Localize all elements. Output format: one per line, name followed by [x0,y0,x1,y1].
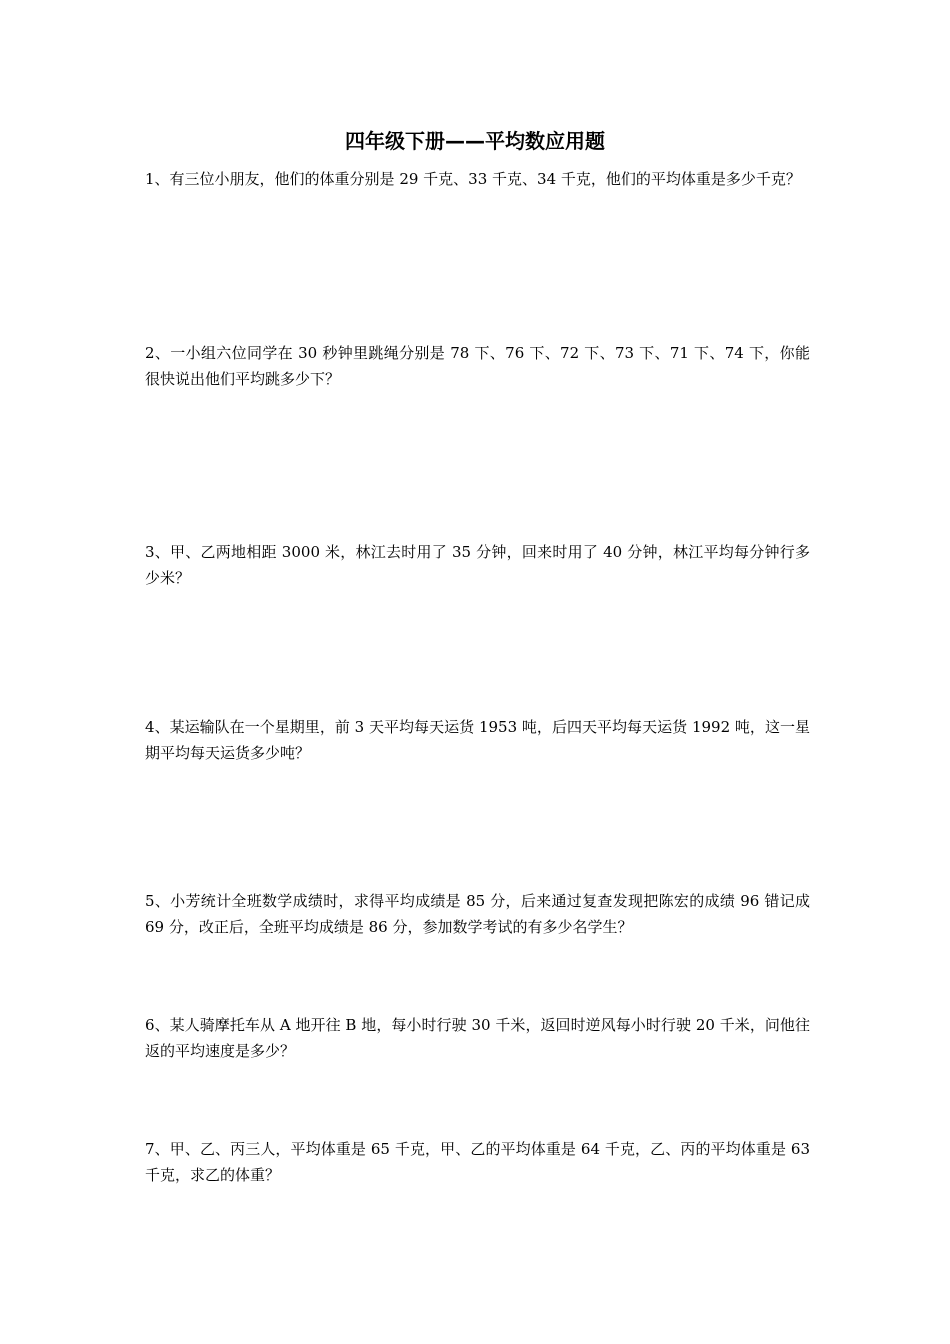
question-5: 5、小芳统计全班数学成绩时，求得平均成绩是 85 分，后来通过复查发现把陈宏的成绩 96 错记成 69 分，改正后，全班平均成绩是 86 分，参加数学考试的有多少名学生？ [145,892,810,936]
question-3: 3、甲、乙两地相距 3000 米，林江去时用了 35 分钟，回来时用了 40 分钟，林江平均每分钟行多少米？ [145,543,810,587]
question-4: 4、某运输队在一个星期里，前 3 天平均每天运货 1953 吨，后四天平均每天运货 1992 吨，这一星期平均每天运货多少吨？ [145,718,810,762]
question-7: 7、甲、乙、丙三人，平均体重是 65 千克，甲、乙的平均体重是 64 千克，乙、丙的平均体重是 63 千克，求乙的体重？ [145,1140,810,1184]
question-6: 6、某人骑摩托车从 A 地开往 B 地，每小时行驶 30 千米，返回时逆风每小时行驶 20 千米，问他往返的平均速度是多少？ [145,1016,810,1060]
question-2: 2、一小组六位同学在 30 秒钟里跳绳分别是 78 下、76 下、72 下、73 下、71 下、74 下，你能很快说出他们平均跳多少下？ [145,344,810,388]
question-1: 1、有三位小朋友，他们的体重分别是 29 千克、33 千克、34 千克，他们的平均体重是多少千克？ [145,170,801,188]
page-title: 四年级下册——平均数应用题 [345,129,605,153]
